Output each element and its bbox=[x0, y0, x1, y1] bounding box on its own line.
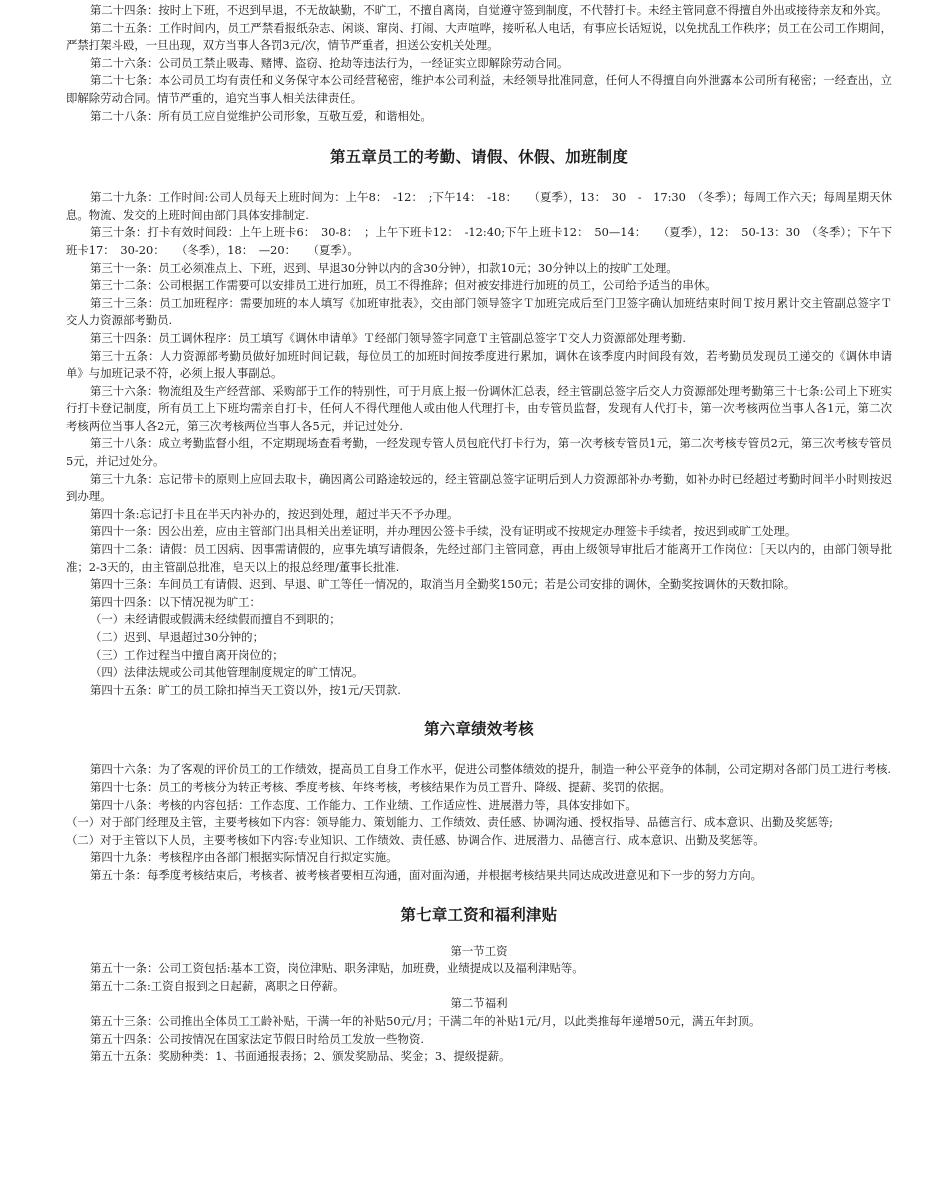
paragraph: （一）对于部门经理及主管，主要考核如下内容：领导能力、策划能力、工作绩效、责任感、协调沟通、授权指导、品德言行、成本意识、出勤及奖惩等; bbox=[66, 815, 834, 830]
chapter5-title: 第五章员工的考勤、请假、休假、加班制度 bbox=[329, 148, 629, 167]
paragraph: 第四十五条：旷工的员工除扣掉当天工资以外，按1元/天罚款. bbox=[90, 682, 401, 697]
paragraph: 第四十九条：考核程序由各部门根据实际情况自行拟定实施。 bbox=[90, 850, 398, 865]
paragraph: 第二十九条：工作时间:公司人员每天上班时间为：上午8： -12： ;下午14： -18： （夏季），13： 30 - 17:30 （冬季）；每周工作六天；每周星期天休息。物流、发交的上班时间由部门具体安排制定. bbox=[66, 190, 892, 222]
article-26: 第二十六条：公司员工禁止吸毒、赌博、盗窃、抢劫等违法行为，一经证实立即解除劳动合同。 bbox=[90, 55, 569, 70]
paragraph: 第三十四条：员工调休程序：员工填写《调休申请单》Ｔ经部门领导签字同意Ｔ主管副总签字Ｔ交人力资源部处理考勤. bbox=[90, 330, 686, 345]
section1-title: 第一节工资 bbox=[450, 943, 508, 958]
chapter5-body bbox=[66, 189, 892, 699]
article-28: 第二十八条：所有员工应自觉维护公司形象，互敬互爱，和谐相处。 bbox=[90, 108, 432, 123]
paragraph: 第四十二条：请假：员工因病、因事需请假的，应事先填写请假条，先经过部门主管同意，再由上级领导审批后才能离开工作岗位：［天以内的，由部门领导批准；2-3天的，由主管副总批准，皂天以上的报总经理/董事长批准. bbox=[66, 542, 892, 574]
chapter4-tail bbox=[66, 2, 892, 125]
paragraph: 第五十条：每季度考核结束后，考核者、被考核者要相互沟通，面对面沟通，并根据考核结果共同达成改进意见和下一步的努力方向。 bbox=[90, 867, 763, 882]
paragraph: 第四十六条：为了客观的评价员工的工作绩效，提高员工自身工作水平，促进公司整体绩效的提升，制造一种公平竞争的体制，公司定期对各部门员工进行考核. bbox=[90, 762, 891, 777]
article-54: 第五十四条：公司按情况在国家法定节假日时给员工发放一些物资. bbox=[90, 1031, 424, 1046]
paragraph: （三）工作过程当中擅自离开岗位的； bbox=[90, 647, 284, 662]
article-55: 第五十五条：奖励种类：1、书面通报表扬；2、颁发奖励品、奖金；3、提级提薪。 bbox=[90, 1049, 511, 1064]
chapter6-title: 第六章绩效考核 bbox=[424, 720, 534, 739]
paragraph: 第三十三条：员工加班程序：需要加班的本人填写《加班审批表》，交由部门领导签字Ｔ加班完成后至门卫签字确认加班结束时间Ｔ按月累计交主管副总签字Ｔ交人力资源部考勤员. bbox=[66, 295, 892, 328]
section2-title: 第二节福利 bbox=[450, 996, 508, 1011]
paragraph: 第三十二条：公司根据工作需要可以安排员工进行加班，员工不得推辞；但对被安排进行加班的员工，公司给予适当的串休。 bbox=[90, 278, 717, 293]
paragraph: 第四十条:忘记打卡且在半天内补办的，按迟到处理，超过半天不予办理。 bbox=[90, 506, 459, 521]
article-25: 第二十五条：工作时间内，员工严禁看报纸杂志、闲谈、窜岗、打闹、大声喧哗，接听私人电话，有事应长话短说，以免扰乱工作秩序；员工在公司工作期间，严禁打架斗殴，一旦出现，双方当事人各罚3元/次，情节严重者，担送公安机关处理。 bbox=[66, 20, 892, 53]
paragraph: 第三十五条：人力资源部考勤员做好加班时间记载，每位员工的加班时间按季度进行累加，调休在该季度内时间段有效，若考勤员发现员工递交的《调休申请单》与加班记录不符，必须上报人事副总。 bbox=[66, 348, 892, 381]
paragraph: 第三十六条：物流组及生产经营部、采购部于工作的特别性，可于月底上报一份调休汇总表，经主管副总签字后交人力资源部处理考勤第三十七条:公司上下班实行打卡登记制度，所有员工上下班均需亲自打卡，任何人不得代理他人或由他人代理打卡，由专管员监督，发现有人代打卡，第一次考核两位当事人各1元，第二次考核两位当事人各2元，第三次考核两位当事人各5元，并记过处分. bbox=[66, 383, 892, 433]
paragraph: 第三十条：打卡有效时间段：上午上班卡6： 30-8： ；上午下班卡12： -12:40;下午上班卡12： 50—14： （夏季），12： 50-13：30 （冬季）；下午下班卡17： 30-20： （冬季），18： —20： （夏季）。 bbox=[66, 225, 892, 257]
article-53: 第五十三条：公司推出全体员工工龄补贴，干满一年的补贴50元/月；干满二年的补贴1元/月，以此类推每年递增50元，满五年封顶。 bbox=[90, 1013, 761, 1028]
paragraph: 第三十九条：忘记带卡的原则上应回去取卡，确因离公司路途较远的，经主管副总签字证明后到人力资源部补办考勤，如补办时已经超过考勤时间半小时则按迟到办理。 bbox=[66, 471, 892, 504]
paragraph: （二）对于主管以下人员，主要考核如下内容:专业知识、工作绩效、责任感、协调合作、进展潜力、品德言行、成本意识、出勤及奖惩等。 bbox=[66, 832, 765, 847]
paragraph: 第四十八条：考核的内容包括：工作态度、工作能力、工作业绩、工作适应性、进展潜力等，具体安排如下。 bbox=[90, 797, 637, 812]
paragraph: 第四十七条：员工的考核分为转正考核、季度考核、年终考核，考核结果作为员工晋升、降级、提薪、奖罚的依据。 bbox=[90, 779, 671, 794]
paragraph: （四）法律法规或公司其他管理制度规定的旷工情况。 bbox=[90, 665, 364, 680]
paragraph: （二）迟到、早退超过30分钟的； bbox=[90, 630, 264, 644]
article-51: 第五十一条：公司工资包括:基本工资，岗位津贴、职务津贴，加班费，业绩提成以及福利津贴等。 bbox=[90, 961, 584, 976]
paragraph: 第四十三条：车间员工有请假、迟到、早退、旷工等任一情况的，取消当月全勤奖150元；若是公司安排的调休，全勤奖按调休的天数扣除。 bbox=[90, 577, 796, 592]
paragraph: 第三十一条：员工必须准点上、下班，迟到、早退30分钟以内的含30分钟），扣款10元；30分钟以上的按旷工处理。 bbox=[90, 260, 678, 275]
paragraph: 第四十四条：以下情况视为旷工： bbox=[90, 594, 261, 609]
article-24: 第二十四条：按时上下班，不迟到早退，不无故缺勤，不旷工，不擅自离岗，自觉遵守签到制度，不代替打卡。未经主管同意不得擅自外出或接待亲友和外宾。 bbox=[90, 3, 888, 17]
paragraph: （一）未经请假或假满未经续假而擅自不到职的； bbox=[90, 612, 341, 627]
paragraph: 第三十八条：成立考勤监督小组，不定期现场查看考勤，一经发现专管人员包庇代打卡行为，第一次考核专管员1元，第二次考核专管员2元，第三次考核专管员5元，并记过处分。 bbox=[66, 436, 892, 469]
article-27: 第二十七条：本公司员工均有责任和义务保守本公司经营秘密，维护本公司利益，未经领导批准同意，任何人不得擅自向外泄露本公司所有秘密；一经查出，立即解除劳动合同。情节严重的，追究当事人相关法律责任。 bbox=[66, 73, 892, 105]
chapter7-title: 第七章工资和福利津贴 bbox=[400, 905, 558, 924]
chapter6-body bbox=[66, 761, 892, 884]
article-52: 第五十二条:工资自报到之日起薪，离职之日停薪。 bbox=[90, 978, 345, 993]
paragraph: 第四十一条：因公出差，应由主管部门出具相关出差证明，并办理因公签卡手续，没有证明或不按规定办理签卡手续者，按迟到或旷工处理。 bbox=[90, 524, 797, 539]
